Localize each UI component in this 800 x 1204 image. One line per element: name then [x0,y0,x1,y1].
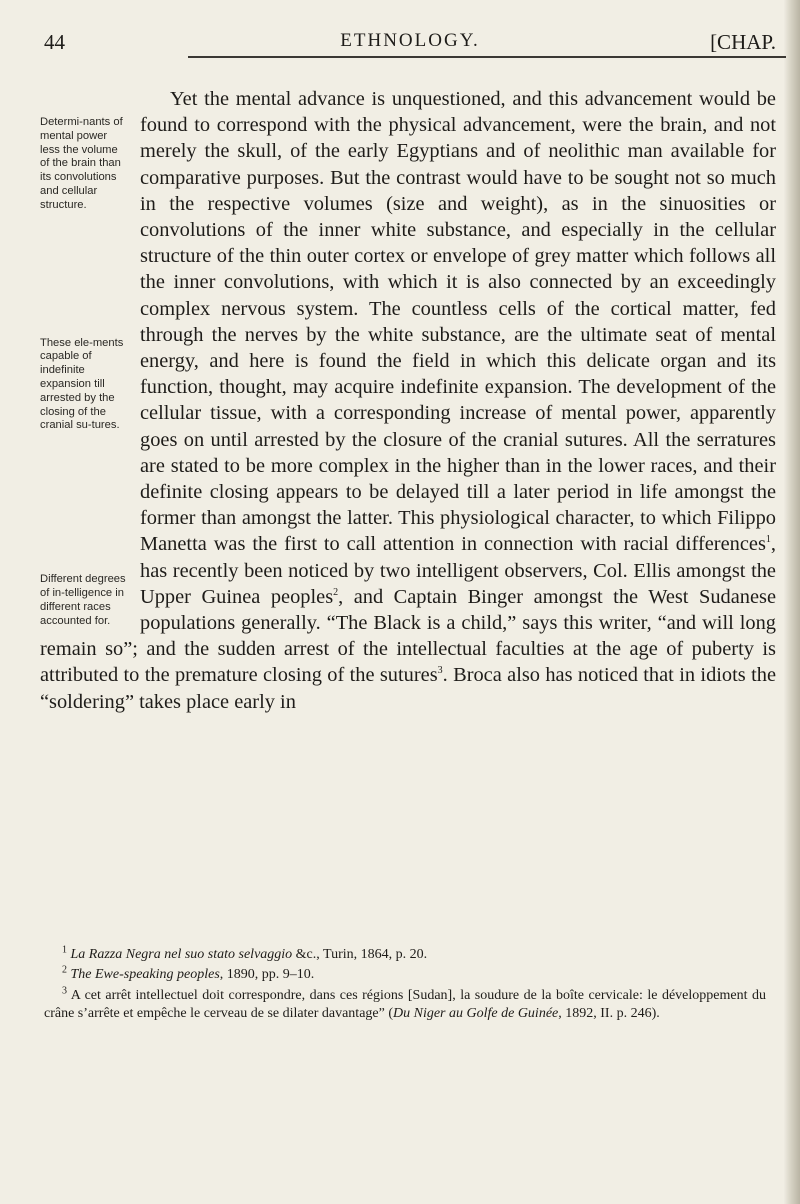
sidenote-elements: These ele-ments capable of indefinite expansion till arrested by the closing of the cranial su-tures. [40,336,124,432]
main-paragraph: Yet the mental advance is unquestioned, and this advancement would be found to correspond with the physical advancement, were the brain, and not merely the skull, of the early Egyptians and of neolithic man available for comparative purposes. But the contrast would have to be sought not so much in the respective volumes (size and weight), as in the sinuosities or convolutions of the inner white substance, and especially in the cellular structure of the thin outer cortex or envelope of grey matter which follows all the inner convolutions, with which it is also connected by an exceedingly complex nervous system. The countless cells of the cortical matter, fed through the nerves by the white substance, are the ultimate seat of mental energy, and here is found the field in which this delicate organ and its function, thought, may acquire indefinite expansion. The development of the cellular tissue, with a corresponding increase of mental power, apparently goes on until arrested by the closure of the cranial sutures. All the serratures are stated to be more complex in the higher than in the lower races, and their definite closing appears to be delayed till a later period in life amongst the former than amongst the latter. This physiological character, to which Filippo Manetta was the first to call attention in connection with racial differences$^1$, has recently been noticed by two intelligent observers, Col. Ellis amongst the Upper Guinea peoples$^2$, and Captain Binger amongst the West Sudanese populations generally. “The Black is a child,” says this writer, “and will long remain so”; and the sudden arrest of the intellectual faculties at the age of puberty is attributed to the premature closing of the sutures$^3$. Broca also has noticed that in idiots the “soldering” takes place early in [40,88,777,713]
footnote-ref-1[interactable]: 1 [765,534,771,546]
sidenote-determinants: Determi-nants of mental power less the volume of the brain than its convolutions and cellular structure. [40,116,123,211]
page-edge-shadow [784,0,800,1204]
footnote-ref-2[interactable]: 2 [333,587,339,599]
body-text [40,86,776,715]
footnote-2-title: The Ewe-speaking peoples [70,967,220,983]
footnote-1-title: La Razza Negra nel suo stato selvaggio [70,947,293,962]
header-rule [188,56,786,58]
footnote-ref-3[interactable]: 3 [437,665,443,677]
footnote-3: $^3$ A cet arrêt intellectuel doit correspondre, dans ces régions [Sudan], la soudure de la boîte cervicale: le développement du crâne s’arrête et empêche le cerveau de se dilater davantage” (Du Niger au Golfe de Guinée, 1892, II. p. 246). [44,985,766,1022]
footnote-3-title: Du Niger au Golfe de Guinée [393,1006,559,1022]
running-head: ETHNOLOGY. [340,30,480,51]
sidenote-races: Different degrees of in-telligence in different races accounted for. [40,573,126,627]
footnote-2: $^2$ The Ewe-speaking peoples, 1890, pp. 9–10. [62,964,315,983]
footnote-1: $^1$ La Razza Negra nel suo stato selvaggio &c., Turin, 1864, p. 20. [62,944,428,962]
footnotes [44,946,766,1026]
chapter-mark: [CHAP. [710,30,776,54]
page-number: 44 [44,30,65,54]
page-header [44,22,776,62]
